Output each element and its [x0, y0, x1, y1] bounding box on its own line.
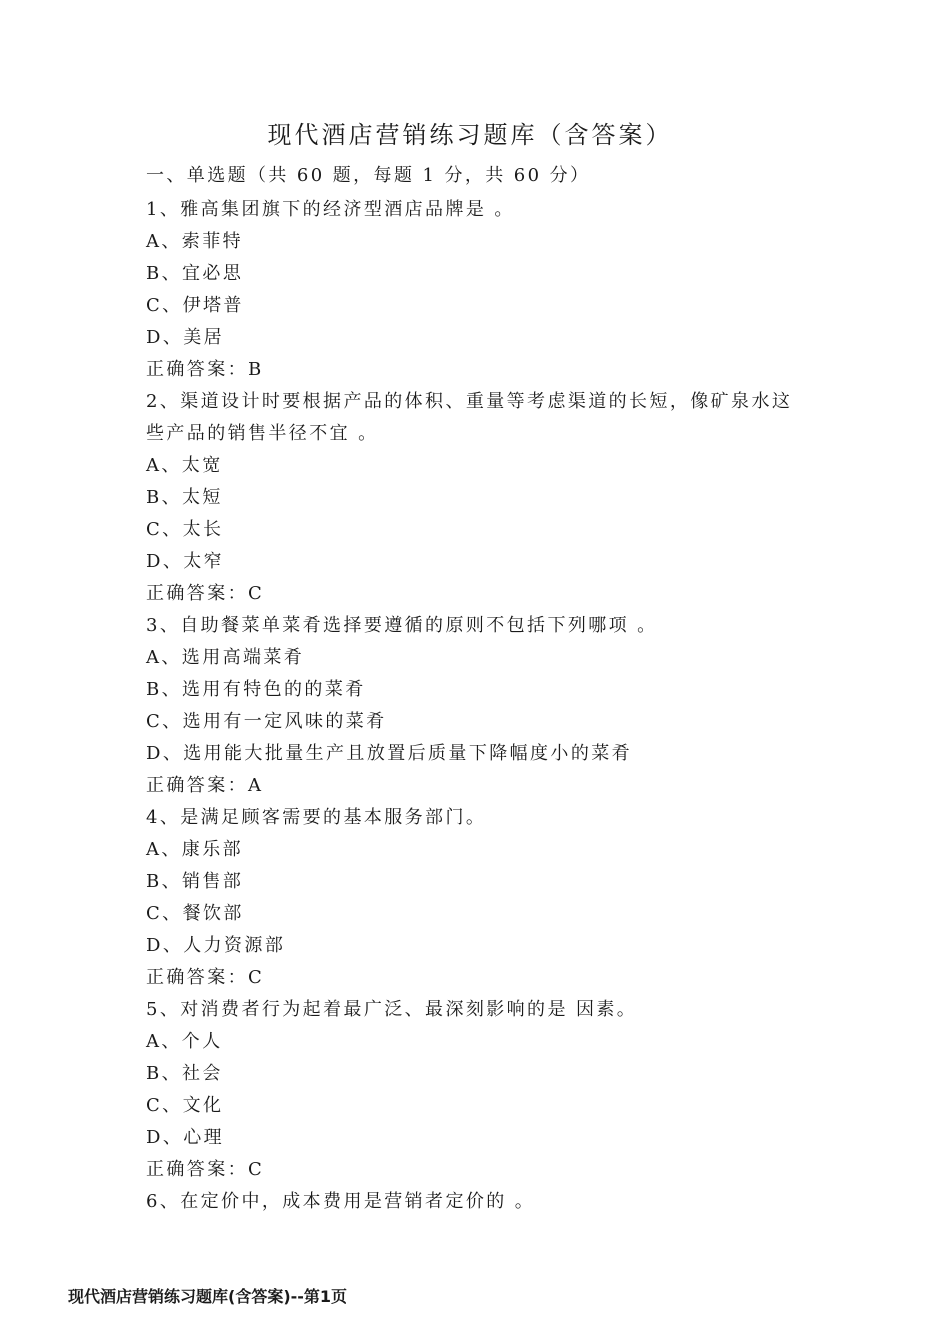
option-line: A、康乐部 — [146, 839, 243, 860]
option-line: C、文化 — [146, 1095, 224, 1116]
option-line: C、餐饮部 — [146, 903, 244, 924]
question-2-continued: 些产品的销售半径不宜 。 — [146, 423, 379, 444]
option-line: B、太短 — [146, 487, 223, 508]
option-line: C、太长 — [146, 519, 224, 540]
question-6: 6、在定价中，成本费用是营销者定价的 。 — [146, 1191, 536, 1212]
answer-line: 正确答案：C — [146, 967, 265, 988]
option-line: A、个人 — [146, 1031, 223, 1052]
option-line: D、太窄 — [146, 551, 225, 572]
option-line: C、选用有一定风味的菜肴 — [146, 711, 387, 732]
document-title: 现代酒店营销练习题库（含答案） — [267, 121, 673, 149]
page-footer: 现代酒店营销练习题库(含答案)--第1页 — [68, 1287, 348, 1306]
question-4: 4、是满足顾客需要的基本服务部门。 — [146, 807, 487, 828]
option-line: A、太宽 — [146, 455, 223, 476]
option-line: D、选用能大批量生产且放置后质量下降幅度小的菜肴 — [146, 743, 633, 764]
answer-line: 正确答案：A — [146, 775, 264, 796]
answer-line: 正确答案：C — [146, 1159, 265, 1180]
question-3: 3、自助餐菜单菜肴选择要遵循的原则不包括下列哪项 。 — [146, 615, 658, 636]
section-heading: 一、单选题（共 60 题，每题 1 分，共 60 分） — [146, 165, 591, 186]
option-line: C、伊塔普 — [146, 295, 244, 316]
question-2: 2、渠道设计时要根据产品的体积、重量等考虑渠道的长短，像矿泉水这 — [146, 391, 793, 412]
option-line: A、选用高端菜肴 — [146, 647, 305, 668]
option-line: D、人力资源部 — [146, 935, 286, 956]
answer-line: 正确答案：C — [146, 583, 265, 604]
option-line: B、宜必思 — [146, 263, 244, 284]
question-1: 1、雅高集团旗下的经济型酒店品牌是 。 — [146, 199, 515, 220]
option-line: D、心理 — [146, 1127, 225, 1148]
question-5: 5、对消费者行为起着最广泛、最深刻影响的是 因素。 — [146, 999, 638, 1020]
answer-line: 正确答案：B — [146, 359, 264, 380]
option-line: B、销售部 — [146, 871, 244, 892]
option-line: B、选用有特色的的菜肴 — [146, 679, 366, 700]
option-line: A、索菲特 — [146, 231, 243, 252]
option-line: D、美居 — [146, 327, 225, 348]
option-line: B、社会 — [146, 1063, 223, 1084]
